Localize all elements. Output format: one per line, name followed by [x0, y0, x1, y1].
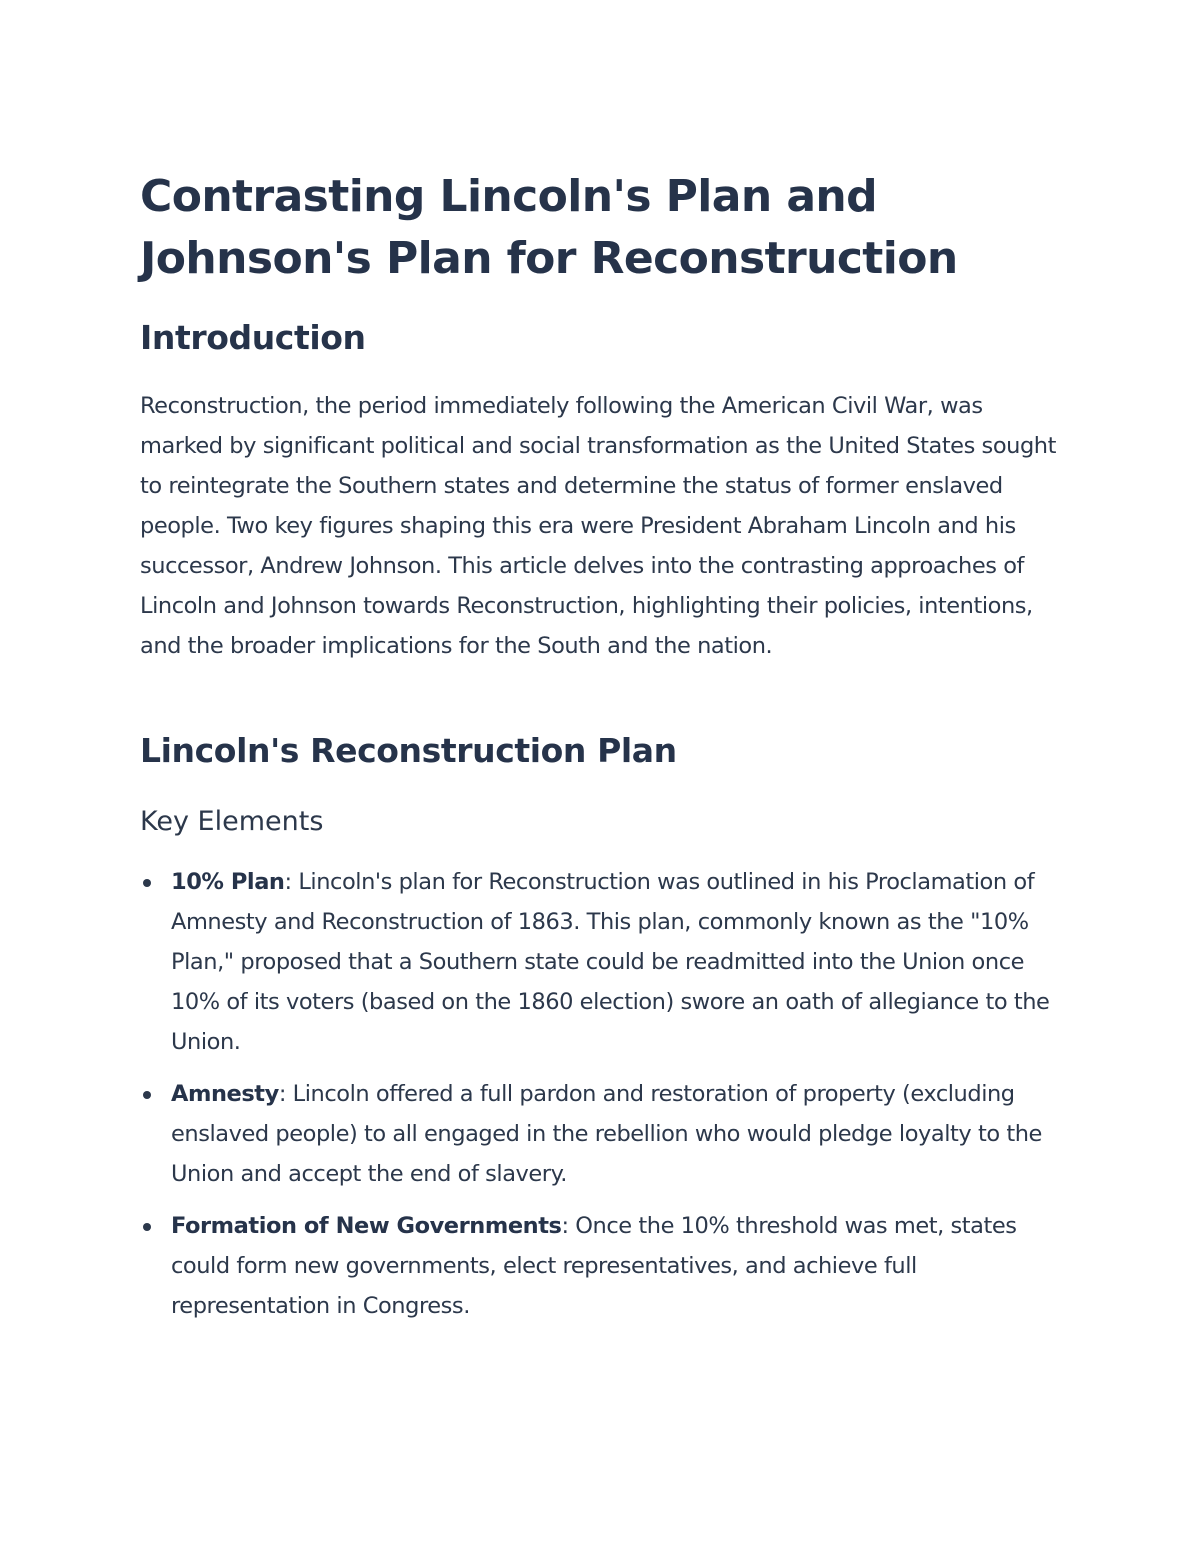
document-title: Contrasting Lincoln's Plan and Johnson's Plan for Reconstruction — [140, 171, 958, 284]
introduction-paragraph: Reconstruction, the period immediately following the American Civil War, was marked by significant political and social transformation as the United States sought to reintegrate the Southern states and determine the status of former enslaved people. Two key figures shaping this era were President Abraham Lincoln and his successor, Andrew Johnson. This article delves into the contrasting approaches of Lincoln and Johnson towards Reconstruction, highlighting their policies, intentions, and the broader implications for the South and the nation. — [140, 393, 1056, 659]
bullet-text: Lincoln's plan for Reconstruction was outlined in his Proclamation of Amnesty and Reconstruction of 1863. This plan, commonly known as the "10% Plan," proposed that a Southern state could be readmitted into the Union once 10% of its voters (based on the 1860 election) swore an oath of allegiance to the Union. — [171, 869, 1050, 1055]
bullet-separator: : — [278, 1081, 293, 1107]
bullet-term: Amnesty — [171, 1081, 279, 1107]
bullet-icon — [143, 1091, 151, 1099]
section-heading-lincoln-plan: Lincoln's Reconstruction Plan — [140, 731, 677, 770]
subheading-key-elements: Key Elements — [140, 806, 324, 837]
bullet-text: Once the 10% threshold was met, states could form new governments, elect representatives, and achieve full representation in Congress. — [171, 1213, 1017, 1319]
bullet-separator: : — [284, 869, 299, 895]
bullet-term: 10% Plan — [171, 869, 285, 895]
bullet-text: Lincoln offered a full pardon and restoration of property (excluding enslaved people) to all engaged in the rebellion who would pledge loyalty to the Union and accept the end of slavery. — [171, 1081, 1042, 1187]
section-heading-introduction: Introduction — [140, 318, 366, 357]
list-item — [140, 862, 1060, 1062]
bullet-icon — [143, 879, 151, 887]
list-item — [140, 1206, 1060, 1326]
bullet-term: Formation of New Governments — [171, 1213, 562, 1239]
bullet-separator: : — [561, 1213, 576, 1239]
bullet-icon — [143, 1223, 151, 1231]
key-elements-list — [140, 862, 1060, 1338]
list-item — [140, 1074, 1060, 1194]
